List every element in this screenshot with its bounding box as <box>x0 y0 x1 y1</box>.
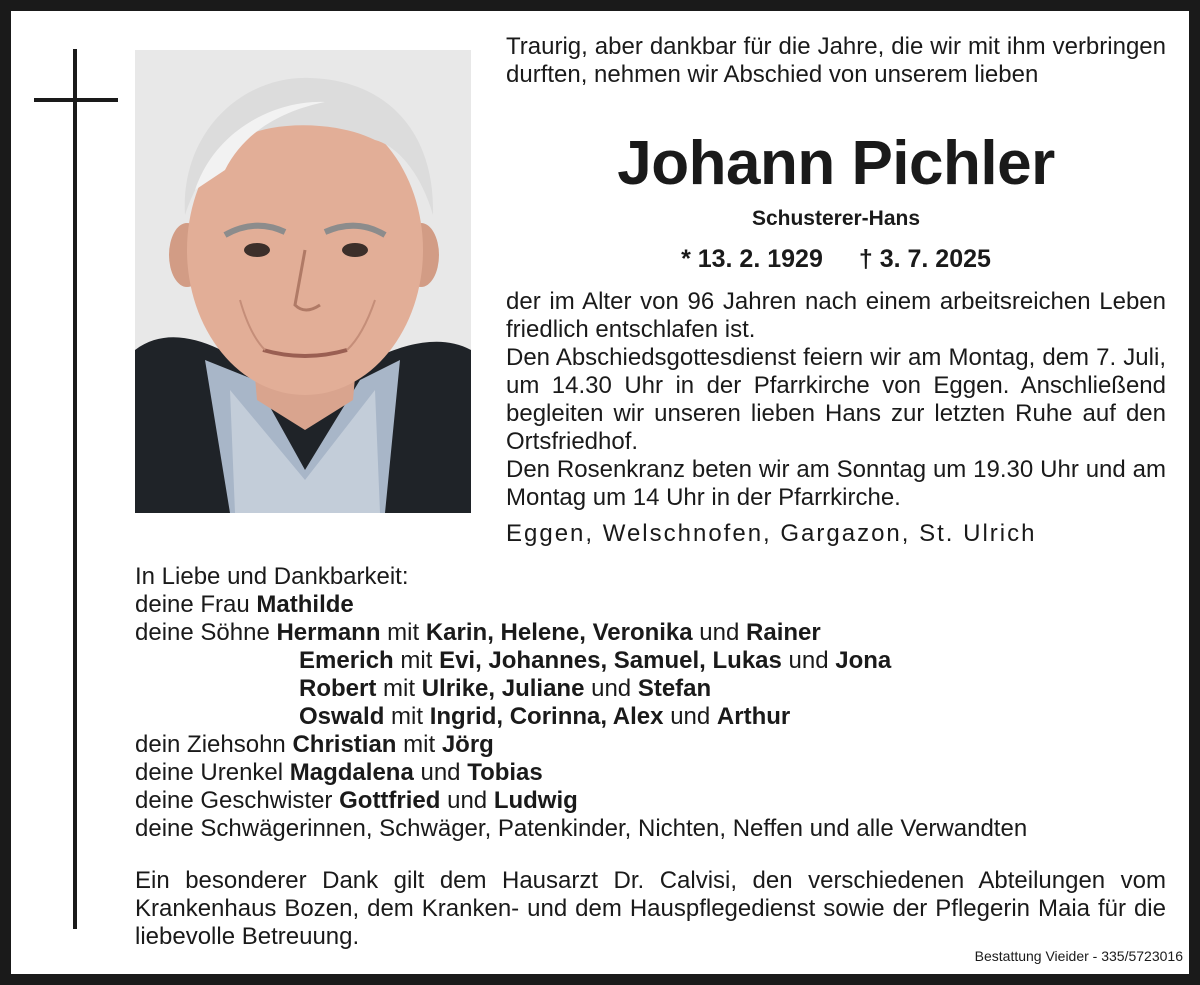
mourner-name: Rainer <box>746 619 821 646</box>
mourner-name: Oswald <box>299 703 385 730</box>
places-line: Eggen, Welschnofen, Gargazon, St. Ulrich <box>506 520 1037 547</box>
relation-label: deine Söhne <box>135 619 270 646</box>
connector: mit <box>400 647 433 674</box>
connector: mit <box>387 619 420 646</box>
mourner-name: Karin, Helene, Veronika <box>425 619 693 646</box>
nickname: Schusterer-Hans <box>751 207 921 230</box>
cross-icon <box>73 49 77 929</box>
mourner-name: Mathilde <box>256 591 354 618</box>
mourner-name: Jona <box>835 647 892 674</box>
connector: und <box>420 759 461 786</box>
paragraph-funeral: Den Abschiedsgottesdienst feiern wir am Montag, dem 7. Juli, um 14.30 Uhr in der Pfarrkirche von Eggen. Anschließend begleiten wir unseren lieben Hans zur letzten Ruhe auf den Ortsfriedhof. <box>506 344 1166 455</box>
mourner-siblings <box>135 787 1175 815</box>
connector: und <box>699 619 740 646</box>
mourner-name: Emerich <box>299 647 394 674</box>
paragraph-passing: der im Alter von 96 Jahren nach einem arbeitsreichen Leben friedlich entschlafen ist. <box>506 288 1166 343</box>
notice-body <box>506 288 1166 512</box>
mourner-name: Robert <box>299 675 377 702</box>
life-dates <box>506 244 1166 274</box>
mourner-name: Christian <box>292 731 397 758</box>
mourner-son <box>135 619 1175 647</box>
mourner-name: Ulrike, Juliane <box>421 675 585 702</box>
mourner-name: Ingrid, Corinna, Alex <box>429 703 664 730</box>
portrait-photo <box>135 50 471 513</box>
mourner-name: Ludwig <box>493 787 578 814</box>
birth-date: * 13. 2. 1929 <box>681 245 823 273</box>
funeral-home-credit: Bestattung Vieider - 335/5723016 <box>974 948 1183 964</box>
connector: und <box>670 703 711 730</box>
mourners-heading: In Liebe und Dankbarkeit: <box>135 563 409 590</box>
cross-bar <box>34 98 118 102</box>
connector: und <box>447 787 488 814</box>
mourner-wife <box>135 591 1175 619</box>
connector: und <box>788 647 829 674</box>
connector: mit <box>383 675 416 702</box>
thanks-text: Ein besonderer Dank gilt dem Hausarzt Dr. Calvisi, den verschiedenen Abteilungen vom Krankenhaus Bozen, dem Kranken- und dem Hauspflegedienst sowie der Pflegerin Maia für die liebevolle Betreuung. <box>135 867 1166 950</box>
mourner-name: Gottfried <box>339 787 441 814</box>
mourner-name: Magdalena <box>289 759 414 786</box>
connector: mit <box>391 703 424 730</box>
mourner-name: Jörg <box>441 731 494 758</box>
relation-label: deine Geschwister <box>135 787 333 814</box>
deceased-name: Johann Pichler <box>617 129 1055 198</box>
mourner-name: Evi, Johannes, Samuel, Lukas <box>439 647 782 674</box>
relation-label: dein Ziehsohn <box>135 731 286 758</box>
mourner-son <box>135 647 1175 675</box>
connector: mit <box>403 731 436 758</box>
mourners-list <box>135 563 1175 843</box>
mourner-greatgrandchildren <box>135 759 1175 787</box>
intro-text: Traurig, aber dankbar für die Jahre, die wir mit ihm verbringen durften, nehmen wir Abschied von unserem lieben <box>506 33 1166 88</box>
mourner-name: Hermann <box>276 619 381 646</box>
mourner-son <box>135 703 1175 731</box>
death-date: † 3. 7. 2025 <box>858 245 991 273</box>
mourner-name: Arthur <box>716 703 791 730</box>
connector: und <box>591 675 632 702</box>
paragraph-rosary: Den Rosenkranz beten wir am Sonntag um 19.30 Uhr und am Montag um 14 Uhr in der Pfarrkirche. <box>506 456 1166 511</box>
relation-label: deine Frau <box>135 591 250 618</box>
relation-label: deine Urenkel <box>135 759 284 786</box>
mourner-stepson <box>135 731 1175 759</box>
mourner-name: Tobias <box>467 759 543 786</box>
mourner-name: Stefan <box>637 675 712 702</box>
mourner-son <box>135 675 1175 703</box>
mourner-relatives: deine Schwägerinnen, Schwäger, Patenkinder, Nichten, Neffen und alle Verwandten <box>135 815 1028 842</box>
